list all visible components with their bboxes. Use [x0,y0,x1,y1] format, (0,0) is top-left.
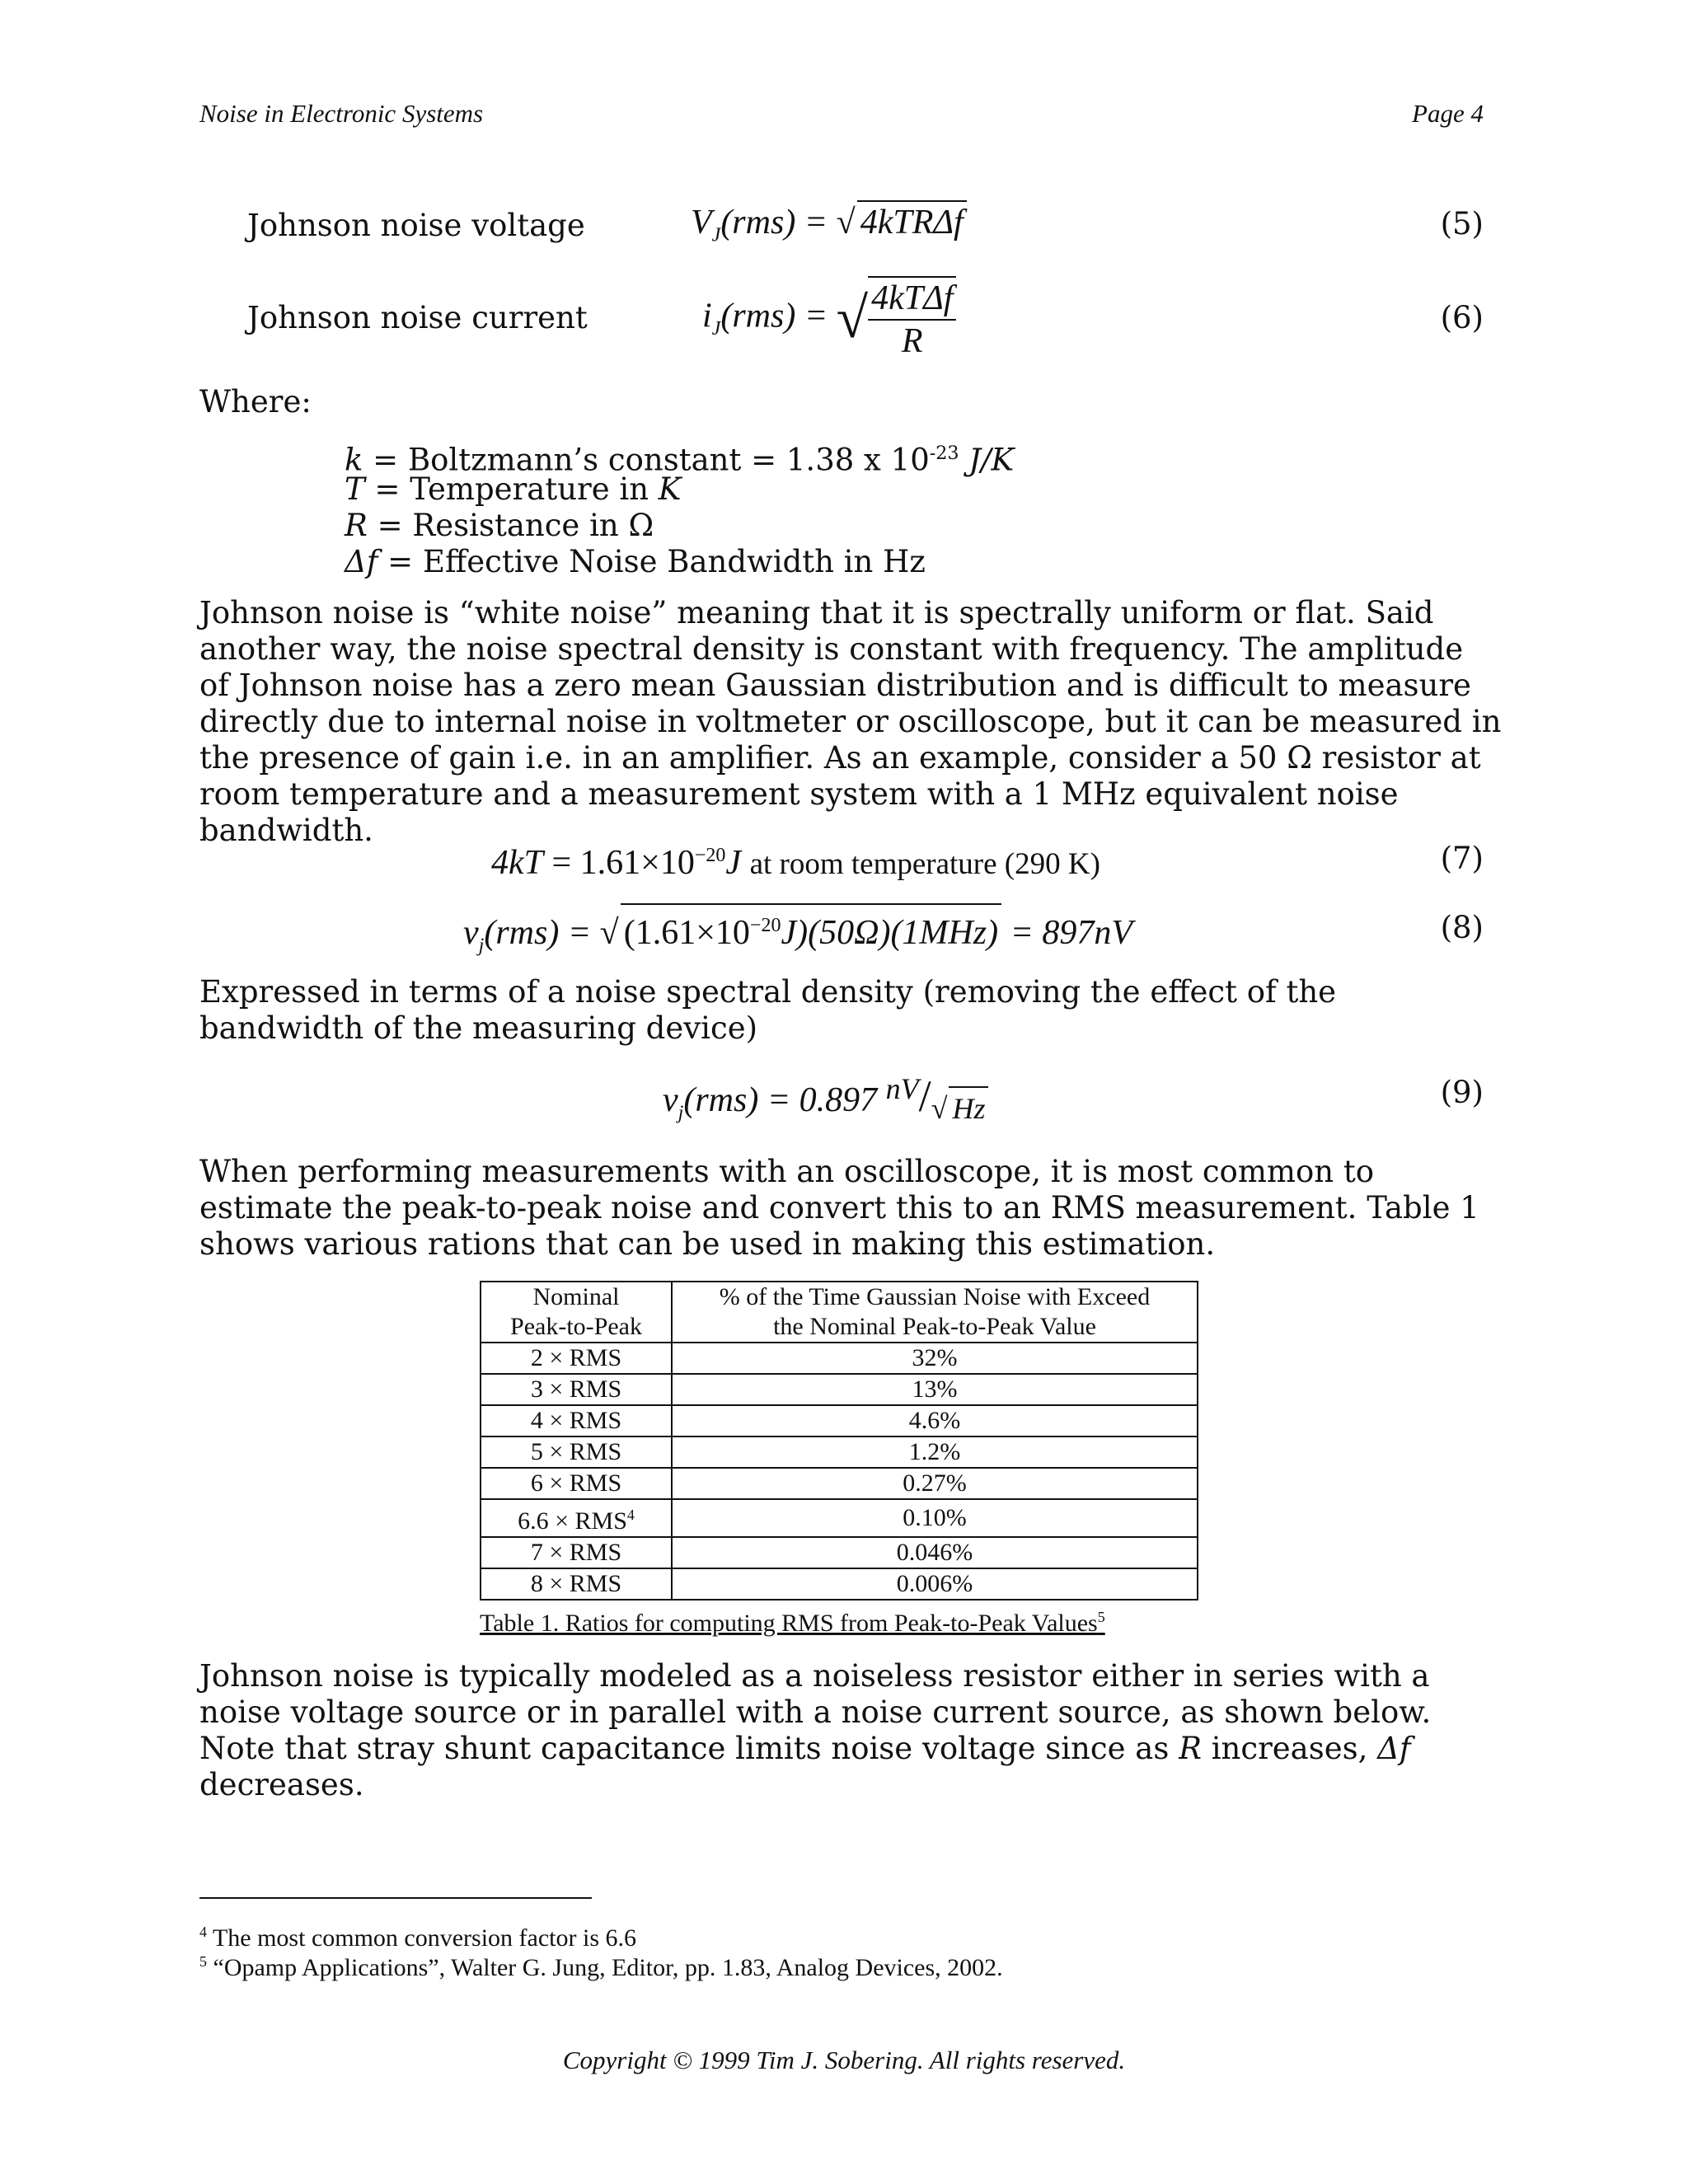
table-cell-ratio: 6 × RMS [481,1468,672,1499]
footnote-divider [199,1897,592,1899]
eq8-number: (8) [1440,910,1484,945]
table-caption: Table 1. Ratios for computing RMS from Peak-to-Peak Values$^5$ [480,1609,1105,1637]
table-cell-percent: 13% [672,1374,1198,1405]
equation-7: $4kT = 1.61\times 10^{-20}J$ at room temperature (290 K) [491,844,1100,882]
paragraph-oscilloscope: When performing measurements with an oscilloscope, it is most common to estimate the peak-to-peak noise and convert this to an RMS measurement. Table 1 shows various rations that can be used in making this estimation. [199,1154,1479,1262]
table-cell-percent: 1.2% [672,1436,1198,1468]
definition-df: Δf = Effective Noise Bandwidth in Hz [345,544,926,579]
table-cell-ratio: 5 × RMS [481,1436,672,1468]
ratio-table [480,1281,1198,1601]
table-header-percent: % of the Time Gaussian Noise with Exceed the Nominal Peak-to-Peak Value [672,1282,1198,1343]
table-header-nominal: Nominal Peak-to-Peak [481,1282,672,1343]
table-row [481,1436,1198,1468]
table-cell-ratio: 2 × RMS [481,1343,672,1374]
eq5-number: (5) [1440,206,1484,241]
equation-5: $V_J(rms)$ = √ 4kTRΔf [691,200,967,255]
paragraph-noise-model: Johnson noise is typically modeled as a noiseless resistor either in series with a noise voltage source or in parallel with a noise current source, as shown below. Note that stray shunt capacitance limits noise voltage since as R increases, Δf decreases. [199,1658,1432,1802]
eq5-label: Johnson noise voltage [247,208,585,243]
definition-R: R = Resistance in Ω [345,508,654,543]
table-header-row [481,1282,1198,1343]
table-cell-percent: 0.27% [672,1468,1198,1499]
eq9-number: (9) [1440,1075,1484,1110]
table-row [481,1405,1198,1436]
definition-k: k = Boltzmann’s constant = 1.38 x $10^{-23}$ J/K [345,442,1015,478]
table-row [481,1468,1198,1499]
equation-8: $v_j(rms)$ = √ $(1.61\times 10^{-20}J)(50\Omega)(1MHz) = 897nV$ [463,903,1132,966]
running-header-title: Noise in Electronic Systems [199,99,484,128]
eq6-number: (6) [1440,300,1484,335]
paragraph-spectral-density: Expressed in terms of a noise spectral density (removing the effect of the bandwidth of the measuring device) [199,974,1337,1046]
table-cell-percent: 0.046% [672,1537,1198,1568]
table-cell-ratio: $6.6 \times RMS^4$ [481,1499,672,1537]
equation-6: $i_J(rms)$ = √ $\frac{\text{4kTΔf}}{R}$ [702,276,956,362]
page-number: Page 4 [1412,99,1484,128]
table-cell-percent: 4.6% [672,1405,1198,1436]
table-row [481,1499,1198,1537]
table-row [481,1537,1198,1568]
equation-9: $v_j(rms) = 0.897$ $^{nV}/_{√ Hz}$ [663,1068,988,1133]
eq7-number: (7) [1440,841,1484,876]
table-row [481,1568,1198,1600]
table-row [481,1374,1198,1405]
table-cell-ratio: 7 × RMS [481,1537,672,1568]
table-cell-percent: 0.10% [672,1499,1198,1537]
where-label: Where: [199,384,312,419]
definition-T: T = Temperature in K [345,471,682,507]
paragraph-white-noise: Johnson noise is “white noise” meaning that it is spectrally uniform or flat. Said another way, the noise spectral density is constant with frequency. The amplitude of Johnson noise has a zero mean Gaussian distribution and is difficult to measure directly due to internal noise in voltmeter or oscilloscope, but it can be measured in the presence of gain i.e. in an amplifier. As an example, consider a 50 Ω resistor at room temperature and a measurement system with a 1 MHz equivalent noise bandwidth. [199,595,1502,848]
table-cell-percent: 32% [672,1343,1198,1374]
table-row [481,1343,1198,1374]
table-cell-ratio: 4 × RMS [481,1405,672,1436]
eq6-label: Johnson noise current [247,300,588,335]
table-cell-ratio: 3 × RMS [481,1374,672,1405]
footnote-4: $^4$ The most common conversion factor is 6.6 [199,1924,637,1952]
table-cell-ratio: 8 × RMS [481,1568,672,1600]
copyright-footer: Copyright © 1999 Tim J. Sobering. All rights reserved. [562,2046,1126,2074]
footnote-5: $^5$ “Opamp Applications”, Walter G. Jung, Editor, pp. 1.83, Analog Devices, 2002. [199,1953,1003,1981]
table-cell-percent: 0.006% [672,1568,1198,1600]
